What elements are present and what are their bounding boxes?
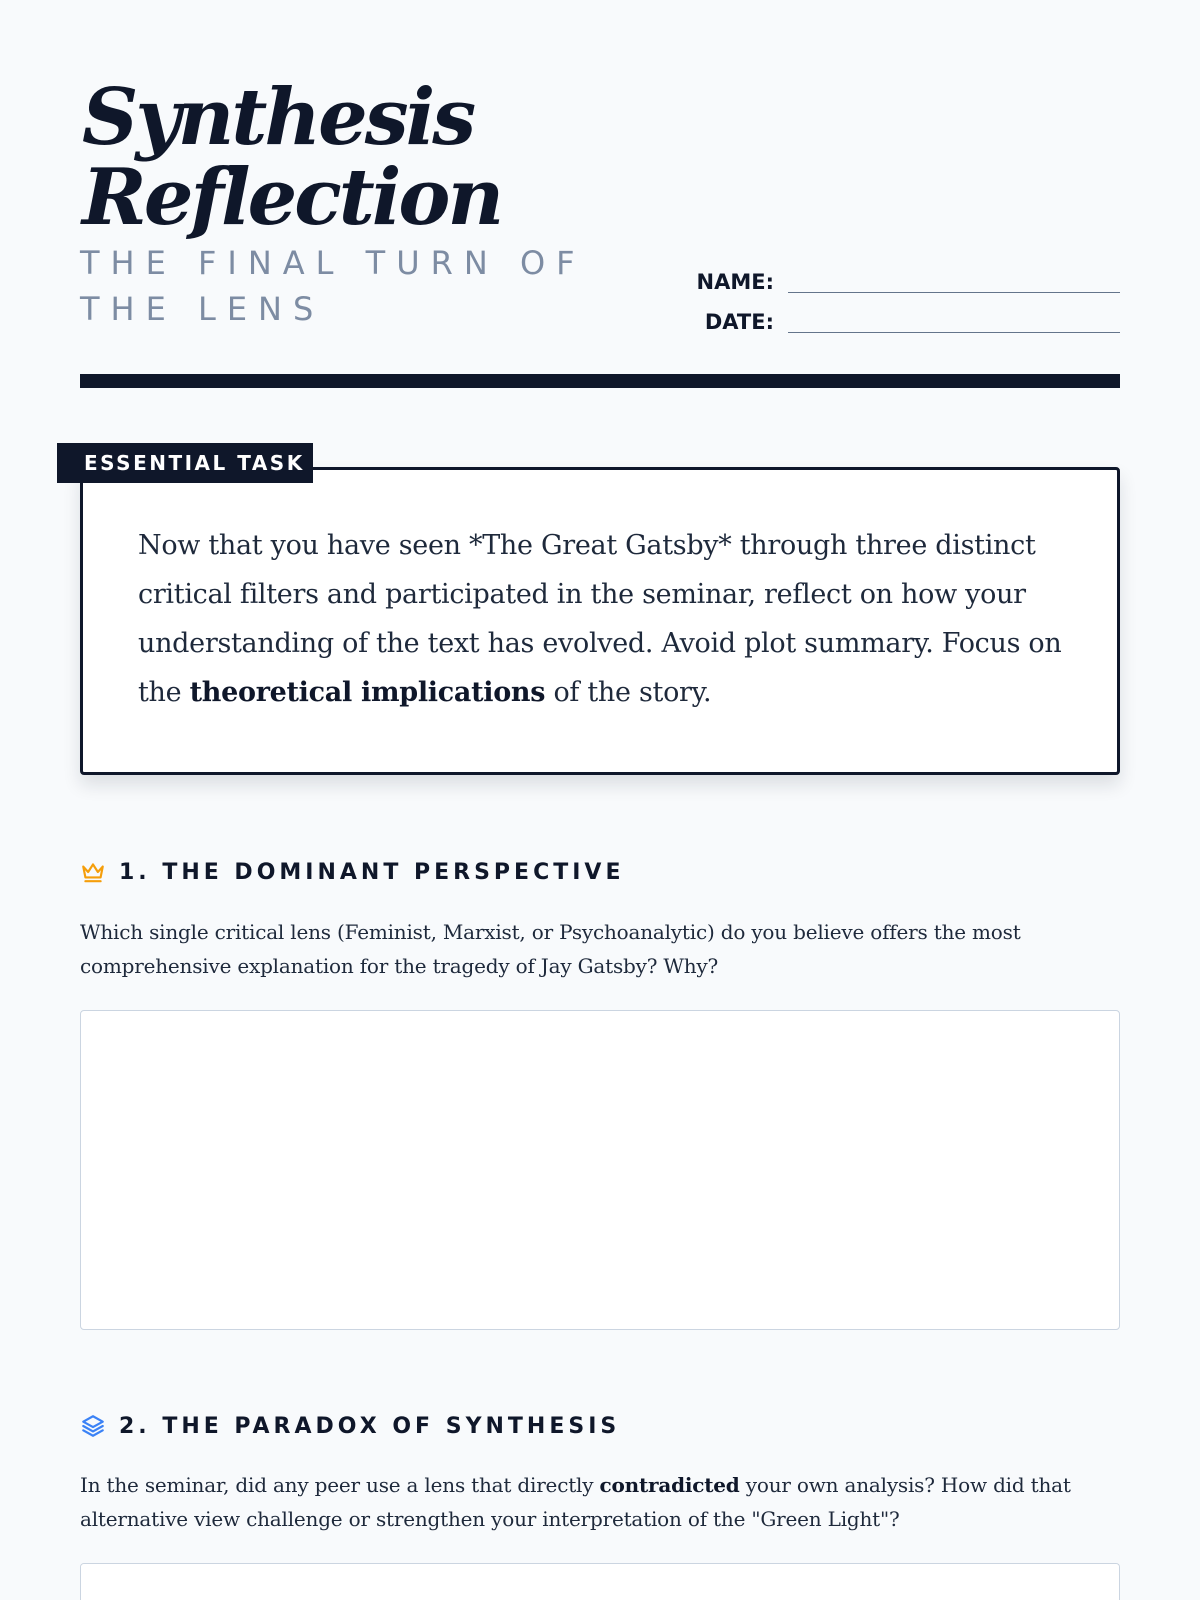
page-title <box>82 72 502 243</box>
date-field[interactable] <box>680 300 1120 334</box>
header-divider <box>80 374 1120 388</box>
section-2-heading <box>80 1411 620 1441</box>
title-line-2: Reflection <box>82 152 502 243</box>
name-label: NAME: <box>696 270 774 294</box>
section-2-prompt-part-2: your own analysis? How did that alternative view challenge or strengthen your interpretation of the "Green Light"? <box>80 1473 1071 1531</box>
date-line[interactable] <box>788 332 1120 333</box>
section-1-heading <box>80 857 624 887</box>
name-line[interactable] <box>788 292 1120 293</box>
essential-task-text <box>138 521 1068 717</box>
crown-icon <box>80 859 106 885</box>
section-1-answer-input[interactable] <box>80 1010 1120 1330</box>
title-line-1: Synthesis <box>82 72 474 163</box>
section-2-prompt-emphasis: contradicted <box>599 1473 740 1497</box>
task-text-part-2: of the story. <box>545 677 712 708</box>
essential-task-box <box>80 467 1120 775</box>
task-text-emphasis: theoretical implications <box>189 677 546 708</box>
date-label: DATE: <box>704 310 774 334</box>
section-2-prompt-part-1: In the seminar, did any peer use a lens that directly <box>80 1473 600 1497</box>
section-2-title: 2. THE PARADOX OF SYNTHESIS <box>119 1413 621 1439</box>
section-1-prompt: Which single critical lens (Feminist, Marxist, or Psychoanalytic) do you believe offers the most comprehensive explanation for the tragedy of Jay Gatsby? Why? <box>80 920 1021 978</box>
section-2-answer-input[interactable] <box>80 1563 1120 1600</box>
name-field[interactable] <box>680 260 1120 294</box>
section-2-prompt <box>80 1468 1120 1536</box>
task-text-part-1: Now that you have seen *The Great Gatsby* through three distinct critical filters and participated in the seminar, reflect on how your understanding of the text has evolved. Avoid plot summary. Focus on the <box>138 530 1062 708</box>
essential-task-tag: ESSENTIAL TASK <box>57 443 313 483</box>
section-1-title: 1. THE DOMINANT PERSPECTIVE <box>119 859 625 885</box>
page-subtitle: THE FINAL TURN OF THE LENS <box>80 244 586 328</box>
layers-icon <box>80 1413 106 1439</box>
